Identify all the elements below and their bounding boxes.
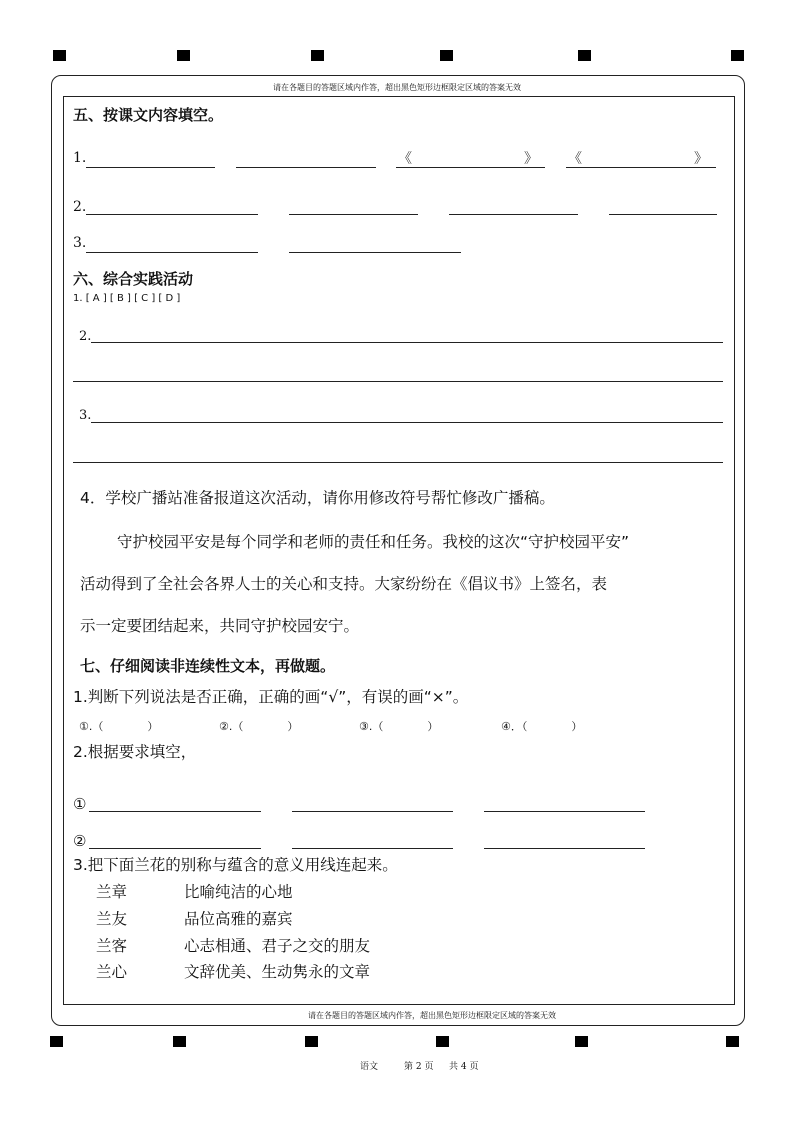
footer-total: 共 4 页 [449,1062,479,1072]
s5-q1-book-open-1: 《 [398,151,412,167]
registration-mark-top-2 [177,50,190,61]
section7-title: 七、仔细阅读非连续性文本，再做题。 [80,657,336,675]
orchid-meaning-1[interactable]: 比喻纯洁的心地 [184,883,293,901]
orchid-name-1[interactable]: 兰章 [96,883,128,901]
s7-q2-row1-blank-3[interactable] [484,811,645,812]
orchid-meaning-3[interactable]: 心志相通、君子之交的朋友 [184,937,371,955]
s7-judge-4[interactable]: ④．（ ） [501,720,583,733]
s5-q2-blank-1[interactable] [86,214,258,215]
section5-title: 五、按课文内容填空。 [73,106,224,124]
s6-q3-label: 3. [79,408,92,423]
registration-mark-bottom-2 [173,1036,186,1047]
s6-passage-line-3: 示一定要团结起来，共同守护校园安宁。 [80,617,360,635]
s5-q1-book-open-2: 《 [568,151,582,167]
orchid-name-2[interactable]: 兰友 [96,910,128,928]
s7-q2-prompt: 2.根据要求填空， [73,743,197,761]
s7-judge-1[interactable]: ①.（ ） [79,720,159,733]
s5-q1-blank-1[interactable] [86,167,215,168]
registration-mark-bottom-4 [436,1036,449,1047]
s5-q2-blank-2[interactable] [289,214,418,215]
registration-mark-top-4 [440,50,453,61]
s7-judge-2[interactable]: ②.（ ） [219,720,299,733]
orchid-name-3[interactable]: 兰客 [96,937,128,955]
registration-mark-bottom-1 [50,1036,63,1047]
s5-q1-label: 1. [73,150,87,166]
s6-q2-line-1[interactable] [91,342,723,343]
s6-q4-prompt: 4．学校广播站准备报道这次活动，请你用修改符号帮忙修改广播稿。 [80,489,555,507]
notice-top: 请在各题目的答题区域内作答，超出黑色矩形边框限定区域的答案无效 [273,83,521,92]
s6-q2-line-2[interactable] [73,381,723,382]
s7-q3-prompt: 3.把下面兰花的别称与蕴含的意义用线连起来。 [73,856,398,874]
registration-mark-top-3 [311,50,324,61]
registration-mark-top-1 [53,50,66,61]
s5-q1-blank-2[interactable] [236,167,376,168]
orchid-meaning-2[interactable]: 品位高雅的嘉宾 [184,910,293,928]
s6-passage-line-1: 守护校园平安是每个同学和老师的责任和任务。我校的这次“守护校园平安” [117,533,630,551]
s7-q2-blank1-label: ① [73,795,87,813]
footer-page: 第 2 页 [404,1062,434,1072]
registration-mark-top-6 [731,50,744,61]
s6-q3-line-2[interactable] [73,462,723,463]
s7-q2-blank2-label: ② [73,832,87,850]
s7-judge-3[interactable]: ③.（ ） [359,720,439,733]
s5-q1-blank-4[interactable] [566,167,716,168]
s7-q2-row2-blank-3[interactable] [484,848,645,849]
s6-passage-line-2: 活动得到了全社会各界人士的关心和支持。大家纷纷在《倡议书》上签名，表 [80,575,608,593]
notice-bottom: 请在各题目的答题区域内作答，超出黑色矩形边框限定区域的答案无效 [308,1011,556,1020]
registration-mark-bottom-5 [575,1036,588,1047]
s7-q2-row2-blank-2[interactable] [292,848,453,849]
s7-q2-row1-blank-2[interactable] [292,811,453,812]
s5-q2-label: 2. [73,199,87,215]
registration-mark-top-5 [578,50,591,61]
orchid-name-4[interactable]: 兰心 [96,963,128,981]
s5-q3-blank-1[interactable] [86,252,258,253]
orchid-meaning-4[interactable]: 文辞优美、生动隽永的文章 [184,963,371,981]
registration-mark-bottom-6 [726,1036,739,1047]
section6-title: 六、综合实践活动 [73,270,194,288]
s5-q3-label: 3. [73,235,87,251]
s5-q3-blank-2[interactable] [289,252,461,253]
s7-q2-row1-blank-1[interactable] [89,811,261,812]
s7-q2-row2-blank-1[interactable] [89,848,261,849]
s5-q2-blank-3[interactable] [449,214,578,215]
s5-q1-book-close-2: 》 [694,151,708,167]
s6-q2-label: 2. [79,329,92,344]
registration-mark-bottom-3 [305,1036,318,1047]
s5-q1-book-close-1: 》 [524,151,538,167]
s6-q3-line-1[interactable] [91,422,723,423]
s6-q1-options[interactable]: 1. [ A ] [ B ] [ C ] [ D ] [73,293,181,304]
s7-q1-prompt: 1.判断下列说法是否正确，正确的画“√”，有误的画“×”。 [73,688,469,706]
footer-subject: 语文 [360,1062,379,1072]
s5-q2-blank-4[interactable] [609,214,717,215]
s5-q1-blank-3[interactable] [396,167,545,168]
